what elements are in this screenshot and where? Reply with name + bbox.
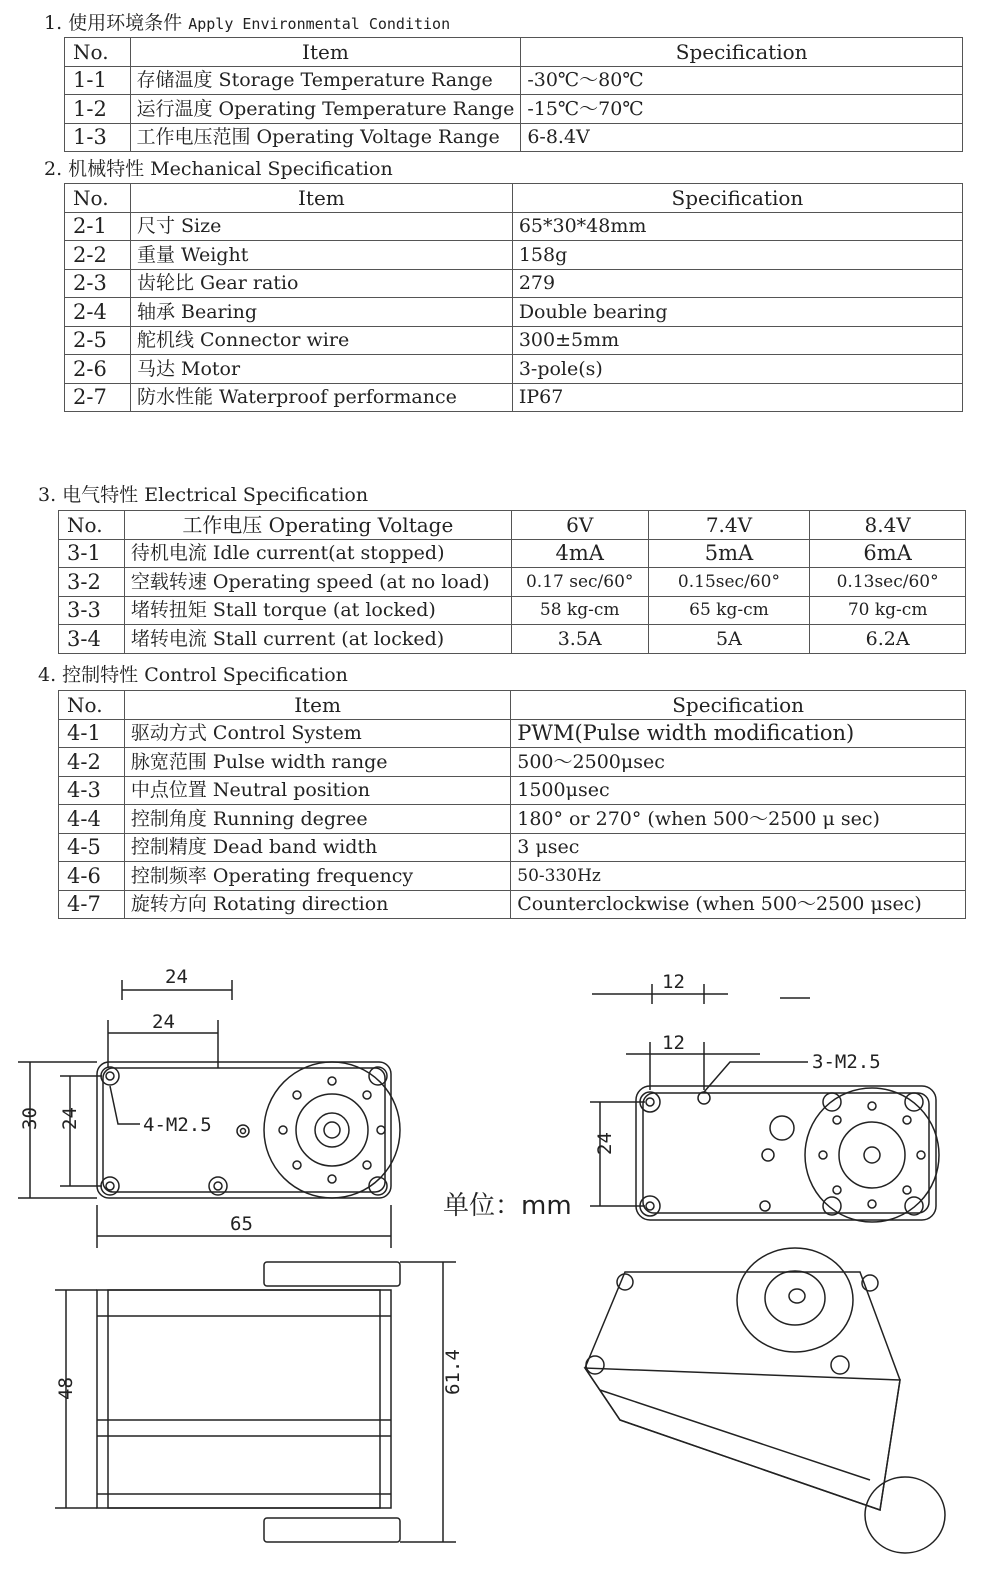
row-item: 驱动方式 Control System <box>124 719 510 748</box>
row-8-4v: 70 kg-cm <box>810 596 966 625</box>
row-6v: 58 kg-cm <box>511 596 648 625</box>
dim-24-top: 24 <box>165 966 188 988</box>
header-no: No. <box>65 38 131 67</box>
row-7-4v: 5A <box>648 625 810 654</box>
row-no: 4-2 <box>59 748 125 777</box>
row-item: 重量 Weight <box>130 241 512 270</box>
row-no: 1-2 <box>65 95 131 124</box>
table-row <box>59 625 966 654</box>
section-1-title-cn: 1. 使用环境条件 <box>44 12 189 34</box>
table-row <box>59 719 966 748</box>
section-4-title: 4. 控制特性 Control Specification <box>38 664 348 686</box>
row-7-4v: 0.15sec/60° <box>648 568 810 597</box>
header-item: Item <box>130 38 521 67</box>
dim-30: 30 <box>19 1107 41 1130</box>
row-no: 2-6 <box>65 355 131 384</box>
row-item: 舵机线 Connector wire <box>130 326 512 355</box>
table-row <box>59 805 966 834</box>
row-item: 马达 Motor <box>130 355 512 384</box>
row-item: 堵转电流 Stall current (at locked) <box>124 625 511 654</box>
row-spec: -15℃～70℃ <box>521 95 963 124</box>
row-spec: 180° or 270° (when 500～2500 μ sec) <box>511 805 966 834</box>
dim-48: 48 <box>55 1377 77 1400</box>
isometric-view-drawing <box>585 1248 945 1553</box>
table-header-row <box>65 38 963 67</box>
header-spec: Specification <box>521 38 963 67</box>
table-row <box>65 241 963 270</box>
dim-12-top: 12 <box>662 971 685 993</box>
row-no: 1-1 <box>65 66 131 95</box>
row-no: 4-3 <box>59 776 125 805</box>
header-item: Item <box>130 184 512 213</box>
row-no: 2-5 <box>65 326 131 355</box>
table-header-row <box>65 184 963 213</box>
row-no: 2-2 <box>65 241 131 270</box>
table-row <box>59 568 966 597</box>
unit-label: 单位：mm <box>443 1191 572 1221</box>
row-no: 2-4 <box>65 298 131 327</box>
row-no: 2-3 <box>65 269 131 298</box>
row-spec: 300±5mm <box>512 326 962 355</box>
environment-table <box>64 37 963 152</box>
table-row <box>65 123 963 152</box>
row-item: 中点位置 Neutral position <box>124 776 510 805</box>
table-row <box>65 66 963 95</box>
row-spec: Counterclockwise (when 500～2500 μsec) <box>511 890 966 919</box>
row-no: 3-2 <box>59 568 125 597</box>
dim-61-4: 61.4 <box>442 1349 464 1395</box>
row-spec: 3-pole(s) <box>512 355 962 384</box>
electrical-table <box>58 510 966 654</box>
table-row <box>59 748 966 777</box>
row-no: 4-7 <box>59 890 125 919</box>
right-top-view-drawing <box>590 984 939 1222</box>
row-item: 防水性能 Waterproof performance <box>130 383 512 412</box>
row-item: 空载转速 Operating speed (at no load) <box>124 568 511 597</box>
row-item: 旋转方向 Rotating direction <box>124 890 510 919</box>
table-row <box>65 212 963 241</box>
row-item: 待机电流 Idle current(at stopped) <box>124 539 511 568</box>
row-no: 4-6 <box>59 862 125 891</box>
header-no: No. <box>59 511 125 540</box>
row-7-4v: 5mA <box>648 539 810 568</box>
dim-24-left: 24 <box>59 1107 81 1130</box>
table-row <box>59 539 966 568</box>
header-no: No. <box>65 184 131 213</box>
row-no: 3-3 <box>59 596 125 625</box>
section-3-title: 3. 电气特性 Electrical Specification <box>38 484 369 506</box>
row-item: 运行温度 Operating Temperature Range <box>130 95 521 124</box>
table-header-row <box>59 691 966 720</box>
side-view-drawing <box>55 1262 456 1542</box>
row-no: 1-3 <box>65 123 131 152</box>
table-row <box>65 269 963 298</box>
row-no: 4-4 <box>59 805 125 834</box>
row-spec: Double bearing <box>512 298 962 327</box>
row-item: 控制角度 Running degree <box>124 805 510 834</box>
row-no: 2-1 <box>65 212 131 241</box>
table-row <box>59 890 966 919</box>
hole-label-left: 4-M2.5 <box>143 1114 212 1136</box>
row-item: 齿轮比 Gear ratio <box>130 269 512 298</box>
row-item: 脉宽范围 Pulse width range <box>124 748 510 777</box>
row-spec: 1500μsec <box>511 776 966 805</box>
technical-drawing <box>0 930 1000 1584</box>
row-no: 3-1 <box>59 539 125 568</box>
row-item: 控制精度 Dead band width <box>124 833 510 862</box>
table-header-row <box>59 511 966 540</box>
row-8-4v: 0.13sec/60° <box>810 568 966 597</box>
row-spec: 3 μsec <box>511 833 966 862</box>
header-voltage: 工作电压 Operating Voltage <box>124 511 511 540</box>
row-6v: 3.5A <box>511 625 648 654</box>
header-spec: Specification <box>512 184 962 213</box>
header-7-4v: 7.4V <box>648 511 810 540</box>
header-8-4v: 8.4V <box>810 511 966 540</box>
row-spec: 279 <box>512 269 962 298</box>
row-7-4v: 65 kg-cm <box>648 596 810 625</box>
row-8-4v: 6mA <box>810 539 966 568</box>
row-item: 工作电压范围 Operating Voltage Range <box>130 123 521 152</box>
table-row <box>65 355 963 384</box>
row-item: 堵转扭矩 Stall torque (at locked) <box>124 596 511 625</box>
row-spec: 50-330Hz <box>511 862 966 891</box>
row-no: 4-5 <box>59 833 125 862</box>
control-table <box>58 690 966 919</box>
row-spec: PWM(Pulse width modification) <box>511 719 966 748</box>
row-6v: 0.17 sec/60° <box>511 568 648 597</box>
table-row <box>59 833 966 862</box>
mechanical-table <box>64 183 963 412</box>
dim-65: 65 <box>230 1213 253 1235</box>
row-item: 控制频率 Operating frequency <box>124 862 510 891</box>
header-6v: 6V <box>511 511 648 540</box>
section-1-title-en: Apply Environmental Condition <box>188 15 451 33</box>
row-no: 2-7 <box>65 383 131 412</box>
table-row <box>59 596 966 625</box>
row-item: 轴承 Bearing <box>130 298 512 327</box>
row-item: 存储温度 Storage Temperature Range <box>130 66 521 95</box>
section-1-title <box>44 12 450 35</box>
table-row <box>59 776 966 805</box>
row-spec: 6-8.4V <box>521 123 963 152</box>
row-spec: -30℃～80℃ <box>521 66 963 95</box>
table-row <box>65 95 963 124</box>
table-row <box>65 383 963 412</box>
row-6v: 4mA <box>511 539 648 568</box>
header-spec: Specification <box>511 691 966 720</box>
row-no: 4-1 <box>59 719 125 748</box>
section-2-title: 2. 机械特性 Mechanical Specification <box>44 158 393 180</box>
header-item: Item <box>124 691 510 720</box>
row-no: 3-4 <box>59 625 125 654</box>
row-spec: 500～2500μsec <box>511 748 966 777</box>
row-spec: 65*30*48mm <box>512 212 962 241</box>
header-no: No. <box>59 691 125 720</box>
row-8-4v: 6.2A <box>810 625 966 654</box>
dim-24-inner: 24 <box>152 1011 175 1033</box>
table-row <box>59 862 966 891</box>
dim-24-right: 24 <box>594 1132 616 1155</box>
row-spec: IP67 <box>512 383 962 412</box>
table-row <box>65 326 963 355</box>
row-item: 尺寸 Size <box>130 212 512 241</box>
row-spec: 158g <box>512 241 962 270</box>
dim-12-inner: 12 <box>662 1032 685 1054</box>
hole-label-right: 3-M2.5 <box>812 1051 881 1073</box>
table-row <box>65 298 963 327</box>
